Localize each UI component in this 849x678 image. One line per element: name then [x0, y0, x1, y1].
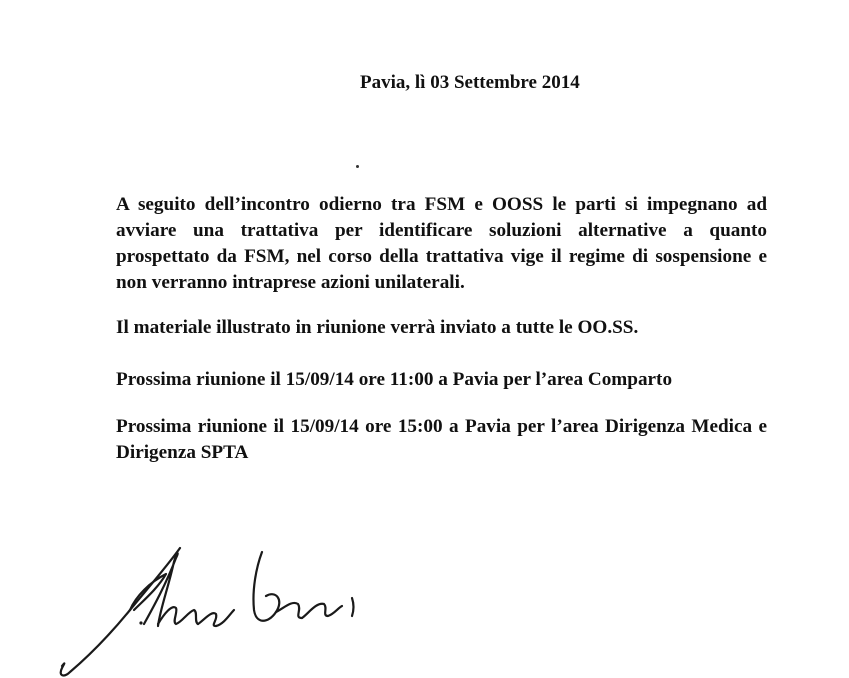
paragraph-material: Il materiale illustrato in riunione verrà inviato a tutte le OO.SS. [116, 317, 639, 338]
date-line: Pavia, lì 03 Settembre 2014 [360, 72, 580, 93]
handwritten-signature-icon [40, 530, 380, 678]
paragraph-agreement: A seguito dell’incontro odierno tra FSM e OOSS le parti si impegnano ad avviare una trattativa per identificare soluzioni alternative a quanto prospettato da FSM, nel corso della trattativa vige il regime di sospensione e non verranno intraprese azioni unilaterali. [116, 194, 767, 293]
stray-mark [356, 165, 359, 168]
paragraph-next-meeting-dirigenza: Prossima riunione il 15/09/14 ore 15:00 a Pavia per l’area Dirigenza Medica e Dirigenza SPTA [116, 416, 767, 463]
paragraph-next-meeting-comparto: Prossima riunione il 15/09/14 ore 11:00 a Pavia per l’area Comparto [116, 369, 673, 390]
